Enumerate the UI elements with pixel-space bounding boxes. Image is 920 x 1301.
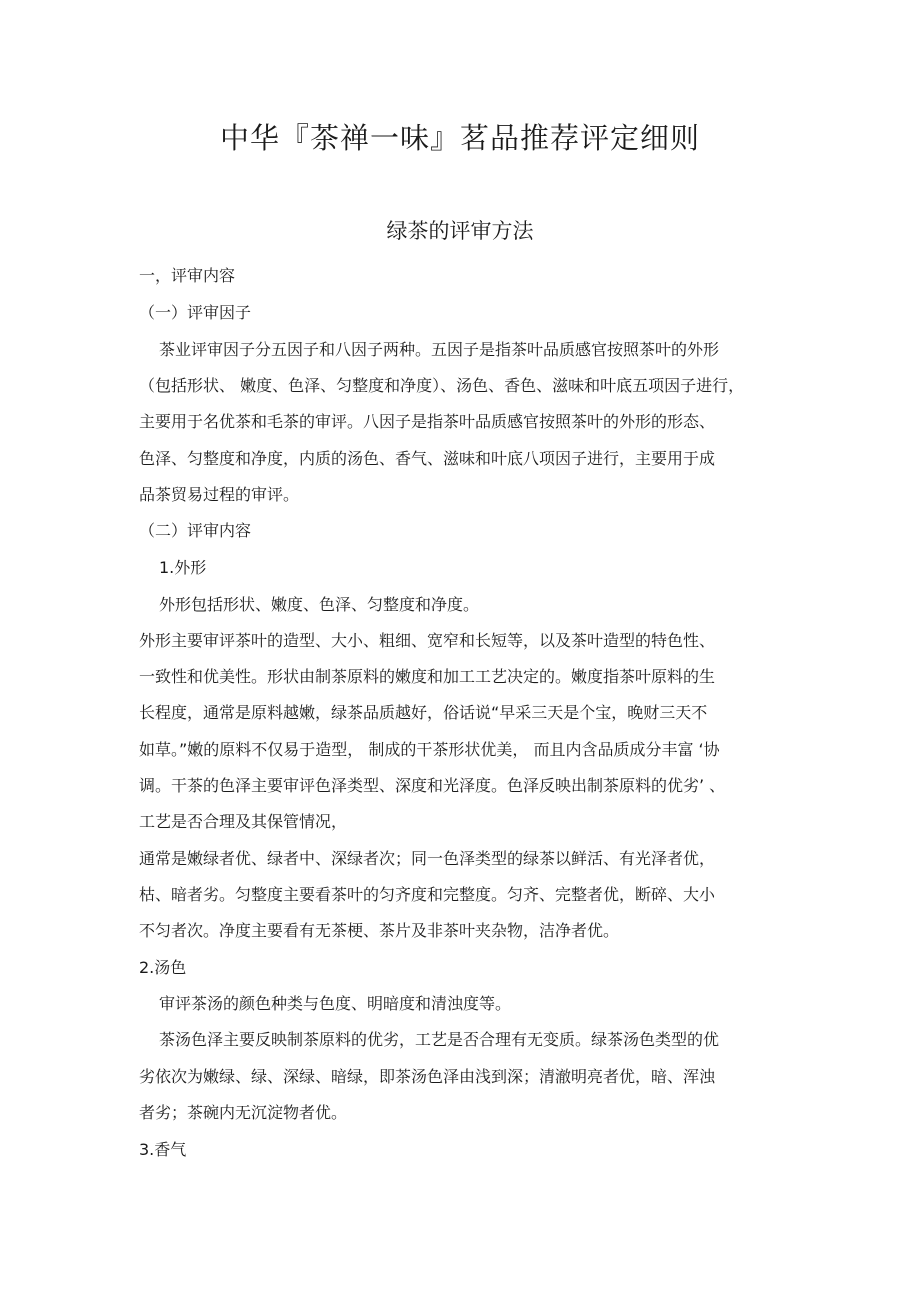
paragraph-line: 工艺是否合理及其保管情况， xyxy=(139,812,348,831)
heading-evaluation-factors: （一）评审因子 xyxy=(139,303,252,322)
paragraph-line: 色泽、匀整度和净度，内质的汤色、香气、滋味和叶底八项因子进行，主要用于成 xyxy=(139,449,716,468)
paragraph-line: 茶汤色泽主要反映制茶原料的优劣，工艺是否合理有无变质。绿茶汤色类型的优 xyxy=(159,1030,720,1049)
paragraph-line: 劣依次为嫩绿、绿、深绿、暗绿，即茶汤色泽由浅到深；清澈明亮者优，暗、浑浊 xyxy=(139,1067,716,1086)
heading-aroma: 3.香气 xyxy=(139,1140,187,1159)
heading-appearance: 1.外形 xyxy=(159,558,207,577)
paragraph-line: 者劣；茶碗内无沉淀物者优。 xyxy=(139,1103,348,1122)
paragraph-line: 主要用于名优茶和毛茶的审评。八因子是指茶叶品质感官按照茶叶的外形的形态、 xyxy=(139,412,716,431)
paragraph-line: 如草。”嫩的原料不仅易于造型， 制成的干茶形状优美， 而且内含品质成分丰富 ‘协 xyxy=(139,740,720,759)
paragraph-line: 品茶贸易过程的审评。 xyxy=(139,485,300,504)
heading-evaluation-items: （二）评审内容 xyxy=(139,521,252,540)
heading-liquor-color: 2.汤色 xyxy=(139,958,187,977)
heading-evaluation-content: 一，评审内容 xyxy=(139,266,236,285)
paragraph-line: 外形包括形状、嫩度、色泽、匀整度和净度。 xyxy=(159,595,480,614)
paragraph-line: 调。干茶的色泽主要审评色泽类型、深度和光泽度。色泽反映出制茶原料的优劣’ 、 xyxy=(139,776,726,795)
paragraph-line: 外形主要审评茶叶的造型、大小、粗细、宽窄和长短等，以及茶叶造型的特色性、 xyxy=(139,631,716,650)
paragraph-line: （包括形状、 嫩度、色泽、匀整度和净度）、汤色、香色、滋味和叶底五项因子进行， xyxy=(139,376,745,395)
paragraph-line: 审评茶汤的颜色种类与色度、明暗度和清浊度等。 xyxy=(159,994,512,1013)
paragraph-line: 枯、暗者劣。匀整度主要看茶叶的匀齐度和完整度。匀齐、完整者优，断碎、大小 xyxy=(139,885,716,904)
paragraph-line: 通常是嫩绿者优、绿者中、深绿者次；同一色泽类型的绿茶以鲜活、有光泽者优， xyxy=(139,849,716,868)
paragraph-line: 一致性和优美性。形状由制茶原料的嫩度和加工工艺决定的。嫩度指茶叶原料的生 xyxy=(139,667,716,686)
paragraph-line: 茶业评审因子分五因子和八因子两种。五因子是指茶叶品质感官按照茶叶的外形 xyxy=(159,340,720,359)
paragraph-line: 不匀者次。净度主要看有无茶梗、茶片及非茶叶夹杂物，洁净者优。 xyxy=(139,921,620,940)
paragraph-line: 长程度，通常是原料越嫩，绿茶品质越好，俗话说“早采三天是个宝，晚财三天不 xyxy=(139,703,708,722)
page-title: 中华『茶禅一味』茗品推荐评定细则 xyxy=(219,121,700,155)
section-title: 绿茶的评审方法 xyxy=(386,219,534,243)
